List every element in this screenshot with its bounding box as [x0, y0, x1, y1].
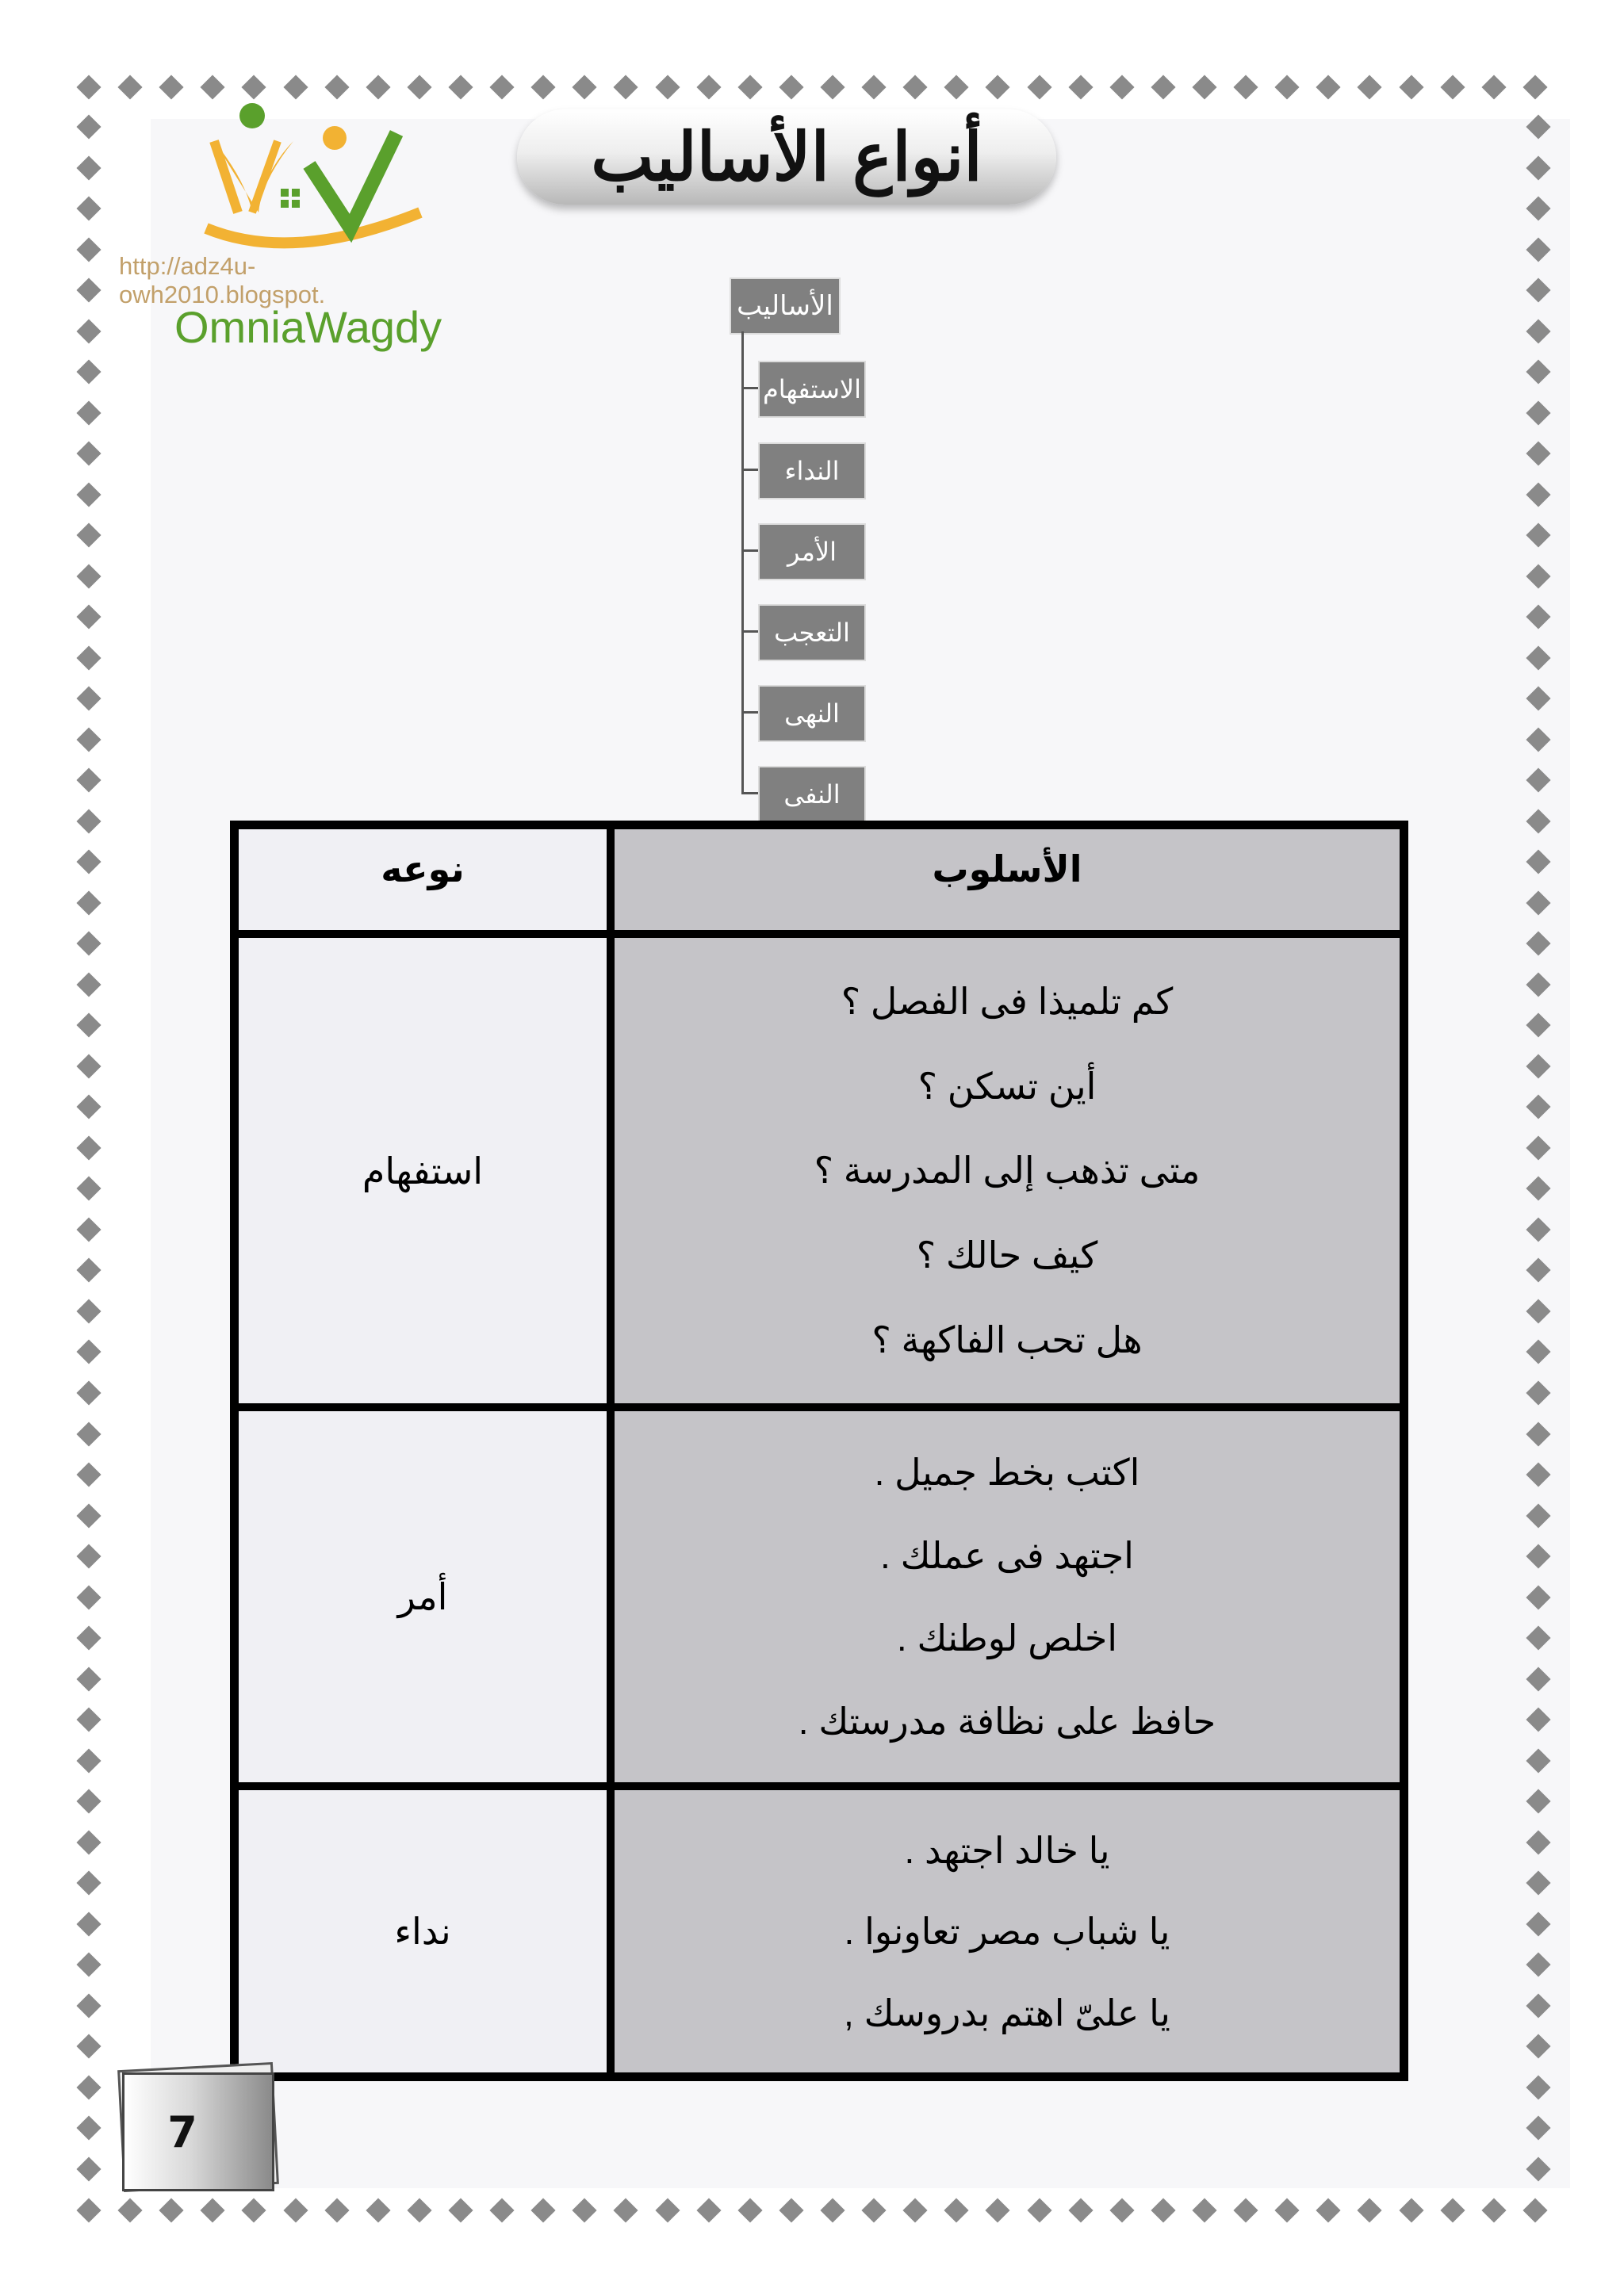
border-diamond	[1399, 75, 1423, 99]
border-diamond	[76, 1626, 101, 1651]
border-diamond	[76, 2156, 101, 2181]
border-diamond	[614, 75, 638, 99]
border-diamond	[76, 2198, 101, 2222]
border-diamond	[76, 1462, 101, 1487]
border-diamond	[490, 2198, 515, 2222]
border-diamond	[1522, 2198, 1547, 2222]
logo-brand-text: OmniaWagdy	[174, 302, 442, 352]
title-banner	[517, 109, 1056, 205]
border-diamond	[1068, 75, 1093, 99]
border-diamond	[531, 2198, 556, 2222]
border-diamond	[1526, 850, 1550, 874]
type-text: نداء	[394, 1911, 451, 1952]
border-diamond	[573, 2198, 597, 2222]
border-diamond	[76, 75, 101, 99]
tree-node: النفى	[758, 766, 866, 823]
border-diamond	[1526, 1095, 1550, 1119]
border-diamond	[1526, 1013, 1550, 1038]
style-lines	[615, 1411, 1400, 1782]
border-diamond	[1192, 75, 1216, 99]
border-diamond	[986, 75, 1010, 99]
border-diamond	[1526, 360, 1550, 385]
border-diamond	[76, 645, 101, 670]
border-bottom	[73, 2195, 1551, 2226]
border-diamond	[76, 768, 101, 793]
border-diamond	[1526, 727, 1550, 752]
border-diamond	[76, 1380, 101, 1405]
type-text: أمر	[397, 1576, 448, 1617]
border-diamond	[76, 1258, 101, 1283]
border-diamond	[1526, 1299, 1550, 1323]
style-line: هل تحب الفاكهة ؟	[871, 1319, 1143, 1361]
border-diamond	[1526, 1217, 1550, 1242]
border-diamond	[1234, 2198, 1258, 2222]
border-diamond	[76, 196, 101, 220]
border-diamond	[1526, 1911, 1550, 1936]
border-diamond	[1522, 75, 1547, 99]
border-diamond	[1526, 564, 1550, 588]
border-diamond	[1526, 1830, 1550, 1854]
table-row-type-cell	[235, 1407, 611, 1786]
border-diamond	[1358, 75, 1382, 99]
border-diamond	[76, 564, 101, 588]
border-diamond	[76, 1135, 101, 1160]
border-diamond	[573, 75, 597, 99]
tree-node: الأمر	[758, 523, 866, 580]
border-diamond	[1151, 75, 1175, 99]
border-diamond	[1526, 278, 1550, 303]
border-diamond	[76, 1013, 101, 1038]
border-diamond	[1481, 2198, 1506, 2222]
border-diamond	[76, 1871, 101, 1896]
border-diamond	[76, 2116, 101, 2141]
border-diamond	[1234, 75, 1258, 99]
border-diamond	[903, 2198, 928, 2222]
style-line: اكتب بخط جميل .	[874, 1452, 1140, 1494]
border-diamond	[76, 1830, 101, 1854]
table-row-type-cell	[235, 1786, 611, 2076]
border-diamond	[76, 523, 101, 548]
tree-connector-stub	[741, 387, 759, 389]
border-diamond	[1109, 2198, 1134, 2222]
border-diamond	[1526, 1135, 1550, 1160]
border-diamond	[1526, 605, 1550, 629]
border-diamond	[1526, 1177, 1550, 1201]
border-diamond	[1481, 75, 1506, 99]
border-diamond	[862, 2198, 887, 2222]
style-line: حافظ على نظافة مدرستك .	[798, 1700, 1216, 1742]
border-diamond	[76, 1422, 101, 1446]
border-diamond	[1526, 1380, 1550, 1405]
border-diamond	[76, 1993, 101, 2018]
border-diamond	[1526, 237, 1550, 262]
styles-table	[230, 821, 1408, 2081]
border-diamond	[1526, 1626, 1550, 1651]
border-diamond	[490, 75, 515, 99]
page-number: 7	[122, 2072, 274, 2191]
border-diamond	[366, 2198, 390, 2222]
border-diamond	[614, 2198, 638, 2222]
border-diamond	[324, 2198, 349, 2222]
border-diamond	[986, 2198, 1010, 2222]
border-diamond	[737, 2198, 762, 2222]
style-line: أين تسكن ؟	[917, 1065, 1097, 1107]
border-diamond	[779, 2198, 803, 2222]
style-lines	[615, 1790, 1400, 2072]
border-diamond	[76, 482, 101, 507]
border-diamond	[76, 1585, 101, 1609]
header-type-text: نوعه	[381, 847, 465, 890]
style-lines	[615, 938, 1400, 1403]
tree-connector-stub	[741, 469, 759, 471]
border-diamond	[76, 400, 101, 425]
people-house-icon	[182, 94, 444, 260]
border-diamond	[1526, 1953, 1550, 1977]
border-diamond	[1526, 1054, 1550, 1078]
style-line: يا خالد اجتهد .	[904, 1829, 1110, 1871]
border-diamond	[76, 360, 101, 385]
border-diamond	[944, 75, 969, 99]
border-diamond	[76, 1789, 101, 1814]
border-diamond	[1526, 890, 1550, 915]
tree-node: الاستفهام	[758, 361, 866, 418]
border-diamond	[76, 1299, 101, 1323]
border-diamond	[1192, 2198, 1216, 2222]
border-diamond	[1526, 1871, 1550, 1896]
border-diamond	[1151, 2198, 1175, 2222]
tree-node: النهى	[758, 685, 866, 742]
border-diamond	[1526, 1422, 1550, 1446]
border-diamond	[76, 319, 101, 343]
page-title: أنواع الأساليب	[591, 117, 982, 196]
border-diamond	[76, 605, 101, 629]
border-diamond	[1440, 75, 1465, 99]
border-diamond	[696, 75, 721, 99]
border-diamond	[1526, 972, 1550, 997]
border-diamond	[820, 2198, 845, 2222]
border-diamond	[1526, 1340, 1550, 1364]
border-diamond	[944, 2198, 969, 2222]
tree-connector-stub	[741, 792, 759, 794]
border-diamond	[1526, 196, 1550, 220]
border-diamond	[76, 1177, 101, 1201]
border-diamond	[76, 932, 101, 956]
border-diamond	[1526, 400, 1550, 425]
border-diamond	[118, 2198, 143, 2222]
border-diamond	[1526, 1462, 1550, 1487]
border-diamond	[76, 1095, 101, 1119]
border-diamond	[1440, 2198, 1465, 2222]
border-diamond	[76, 1748, 101, 1773]
border-diamond	[779, 75, 803, 99]
border-diamond	[76, 278, 101, 303]
border-diamond	[1526, 932, 1550, 956]
border-diamond	[159, 2198, 184, 2222]
border-diamond	[76, 850, 101, 874]
table-header-style	[611, 825, 1404, 934]
border-diamond	[1526, 687, 1550, 711]
site-logo	[119, 94, 460, 371]
border-diamond	[655, 2198, 680, 2222]
border-diamond	[1526, 1544, 1550, 1568]
border-diamond	[76, 1667, 101, 1691]
border-diamond	[903, 75, 928, 99]
border-diamond	[1526, 2034, 1550, 2059]
border-diamond	[76, 1544, 101, 1568]
border-diamond	[76, 809, 101, 833]
border-diamond	[1526, 442, 1550, 466]
tree-node: النداء	[758, 442, 866, 499]
border-diamond	[1526, 2116, 1550, 2141]
border-diamond	[76, 237, 101, 262]
table-row-style-cell	[611, 934, 1404, 1407]
border-diamond	[242, 2198, 266, 2222]
border-diamond	[531, 75, 556, 99]
border-diamond	[76, 155, 101, 180]
logo-url-text: http://adz4u-owh2010.blogspot.	[119, 252, 326, 308]
border-diamond	[1526, 1258, 1550, 1283]
style-line: كيف حالك ؟	[916, 1234, 1098, 1276]
style-line: يا شباب مصر تعاونوا .	[844, 1911, 1170, 1952]
border-diamond	[76, 1054, 101, 1078]
page-number-box	[114, 2061, 281, 2196]
border-diamond	[1526, 155, 1550, 180]
border-diamond	[1526, 1585, 1550, 1609]
border-diamond	[1526, 319, 1550, 343]
tree-connector-stub	[741, 630, 759, 633]
border-diamond	[1526, 2156, 1550, 2181]
style-line: اجتهد فى عملك .	[880, 1534, 1134, 1576]
type-text: استفهام	[362, 1150, 484, 1192]
tree-connector-stub	[741, 549, 759, 552]
border-diamond	[820, 75, 845, 99]
border-diamond	[76, 1217, 101, 1242]
border-diamond	[76, 442, 101, 466]
border-diamond	[1526, 809, 1550, 833]
border-diamond	[1526, 1748, 1550, 1773]
header-style-text: الأسلوب	[932, 847, 1082, 890]
border-diamond	[696, 2198, 721, 2222]
border-diamond	[76, 687, 101, 711]
border-diamond	[1526, 523, 1550, 548]
border-diamond	[76, 2034, 101, 2059]
border-right	[1522, 111, 1554, 2185]
border-diamond	[1275, 2198, 1300, 2222]
border-diamond	[1027, 2198, 1051, 2222]
border-diamond	[1109, 75, 1134, 99]
border-diamond	[655, 75, 680, 99]
style-line: يا علىّ اهتم بدروسك ,	[844, 1992, 1170, 2034]
border-diamond	[1526, 645, 1550, 670]
border-diamond	[1526, 482, 1550, 507]
table-row-type-cell	[235, 934, 611, 1407]
border-left	[73, 111, 105, 2185]
table-row-style-cell	[611, 1786, 1404, 2076]
tree-node: التعجب	[758, 604, 866, 661]
border-diamond	[76, 890, 101, 915]
border-diamond	[283, 2198, 308, 2222]
border-diamond	[201, 2198, 225, 2222]
border-diamond	[76, 114, 101, 139]
border-diamond	[1526, 1708, 1550, 1732]
table-row-style-cell	[611, 1407, 1404, 1786]
border-diamond	[407, 2198, 431, 2222]
tree-connector	[741, 331, 744, 793]
tree-root-node: الأساليب	[730, 277, 841, 335]
border-diamond	[1526, 1667, 1550, 1691]
style-line: اخلص لوطنك .	[896, 1617, 1118, 1659]
style-line: كم تلميذا فى الفصل ؟	[841, 980, 1174, 1022]
border-diamond	[76, 727, 101, 752]
border-diamond	[1526, 768, 1550, 793]
border-diamond	[448, 2198, 473, 2222]
border-diamond	[1068, 2198, 1093, 2222]
style-line: متى تذهب إلى المدرسة ؟	[814, 1150, 1201, 1192]
border-diamond	[1275, 75, 1300, 99]
border-diamond	[1316, 2198, 1341, 2222]
border-diamond	[1316, 75, 1341, 99]
border-diamond	[1358, 2198, 1382, 2222]
border-diamond	[1526, 1789, 1550, 1814]
border-diamond	[1027, 75, 1051, 99]
border-diamond	[1526, 114, 1550, 139]
border-diamond	[76, 972, 101, 997]
border-diamond	[1526, 1503, 1550, 1528]
border-diamond	[76, 2075, 101, 2099]
border-diamond	[737, 75, 762, 99]
border-diamond	[862, 75, 887, 99]
tree-connector-stub	[741, 711, 759, 714]
border-diamond	[76, 1708, 101, 1732]
table-header-type	[235, 825, 611, 934]
border-diamond	[1399, 2198, 1423, 2222]
border-diamond	[76, 1340, 101, 1364]
border-diamond	[76, 1911, 101, 1936]
border-diamond	[76, 1953, 101, 1977]
border-diamond	[1526, 1993, 1550, 2018]
border-diamond	[76, 1503, 101, 1528]
border-diamond	[1526, 2075, 1550, 2099]
